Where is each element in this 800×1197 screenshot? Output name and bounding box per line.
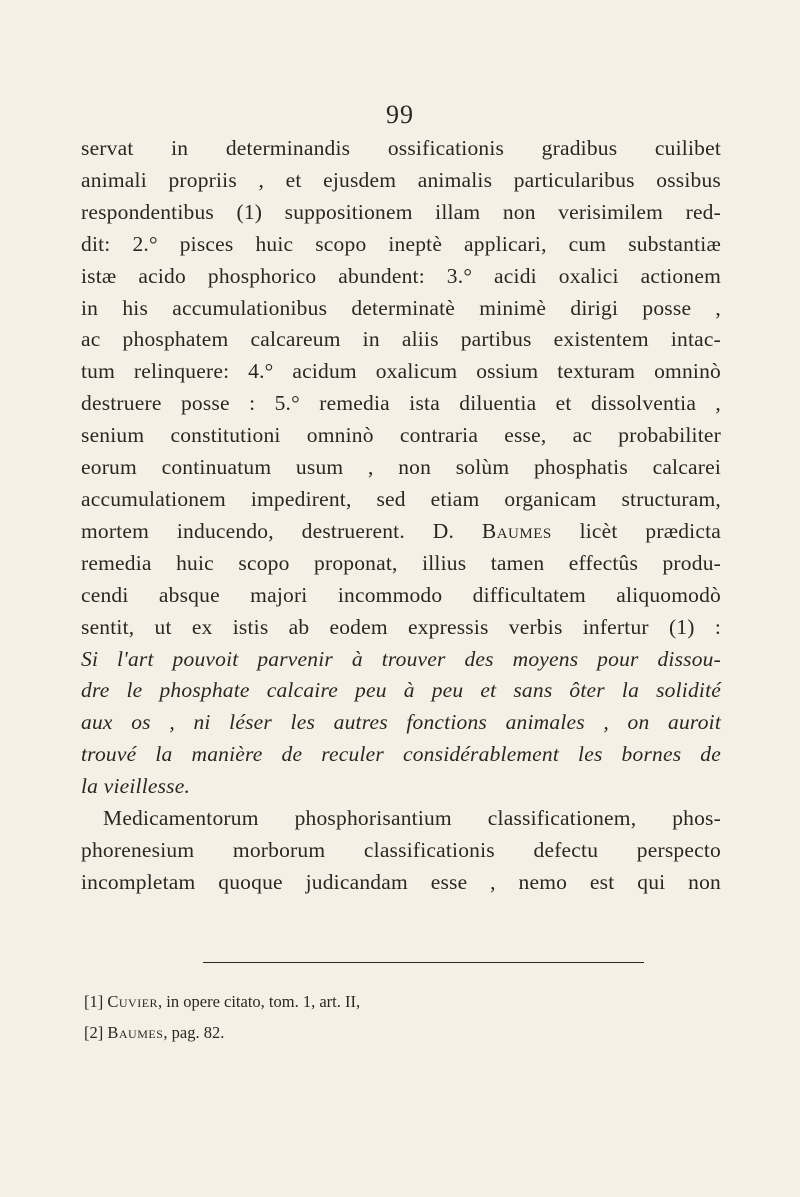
text-line: accumulationem impedirent, sed etiam organicam structuram, [81, 486, 721, 511]
text-line: istæ acido phosphorico abundent: 3.° acidi oxalici actionem [81, 263, 721, 288]
quote-line: la vieillesse. [81, 774, 191, 799]
text-line: animali propriis , et ejusdem animalis particularibus ossibus [81, 167, 721, 192]
text-line: cendi absque majori incommodo difficultatem aliquomodò [81, 582, 721, 607]
footnote-text: , pag. 82. [163, 1023, 225, 1042]
page-number: 99 [386, 100, 414, 129]
quote-line: Si l'art pouvoit parvenir à trouver des moyens pour dissou- [81, 646, 721, 671]
text-line: in his accumulationibus determinatè minimè dirigi posse , [81, 295, 721, 320]
text-line: remedia huic scopo proponat, illius tamen effectûs produ- [81, 550, 721, 575]
footnote [84, 986, 644, 1017]
quote-line: trouvé la manière de reculer considérablement les bornes de [81, 742, 721, 767]
footnotes [84, 986, 644, 1048]
text-line [81, 516, 721, 548]
footnote-divider [203, 962, 644, 963]
footnote-marker: [2] [84, 1023, 104, 1042]
footnote-author: Baumes [107, 1023, 164, 1042]
text-line: dit: 2.° pisces huic scopo ineptè applicari, cum substantiæ [81, 231, 721, 256]
main-text [81, 133, 721, 899]
author-name: Baumes [481, 518, 552, 543]
text-line: tum relinquere: 4.° acidum oxalicum ossium texturam omninò [81, 359, 721, 384]
text-line: ac phosphatem calcareum in aliis partibus existentem intac- [81, 327, 721, 352]
quote-line: aux os , ni léser les autres fonctions animales , on auroit [81, 710, 721, 735]
footnote-text: , in opere citato, tom. 1, art. II, [158, 992, 361, 1011]
text-line: sentit, ut ex istis ab eodem expressis verbis infertur (1) : [81, 614, 721, 639]
quote-line: dre le phosphate calcaire peu à peu et sans ôter la solidité [81, 678, 721, 703]
text-line: eorum continuatum usum , non solùm phosphatis calcarei [81, 455, 721, 480]
text-segment: mortem inducendo, destruerent. D. [81, 518, 455, 543]
text-segment: licèt prædicta [579, 518, 722, 543]
footnote-author: Cuvier [107, 992, 159, 1011]
text-line: incompletam quoque judicandam esse , nemo est qui non [81, 869, 721, 894]
text-line: respondentibus (1) suppositionem illam non verisimilem red- [81, 199, 721, 224]
text-line: servat in determinandis ossificationis gradibus cuilibet [81, 136, 721, 160]
text-line: destruere posse : 5.° remedia ista diluentia et dissolventia , [81, 391, 721, 416]
footnote [84, 1017, 644, 1048]
text-line: senium constitutioni omninò contraria esse, ac probabiliter [81, 423, 721, 448]
text-line: phorenesium morborum classificationis defectu perspecto [81, 837, 721, 862]
text-line: Medicamentorum phosphorisantium classificationem, phos- [103, 806, 721, 831]
footnote-marker: [1] [84, 992, 104, 1011]
